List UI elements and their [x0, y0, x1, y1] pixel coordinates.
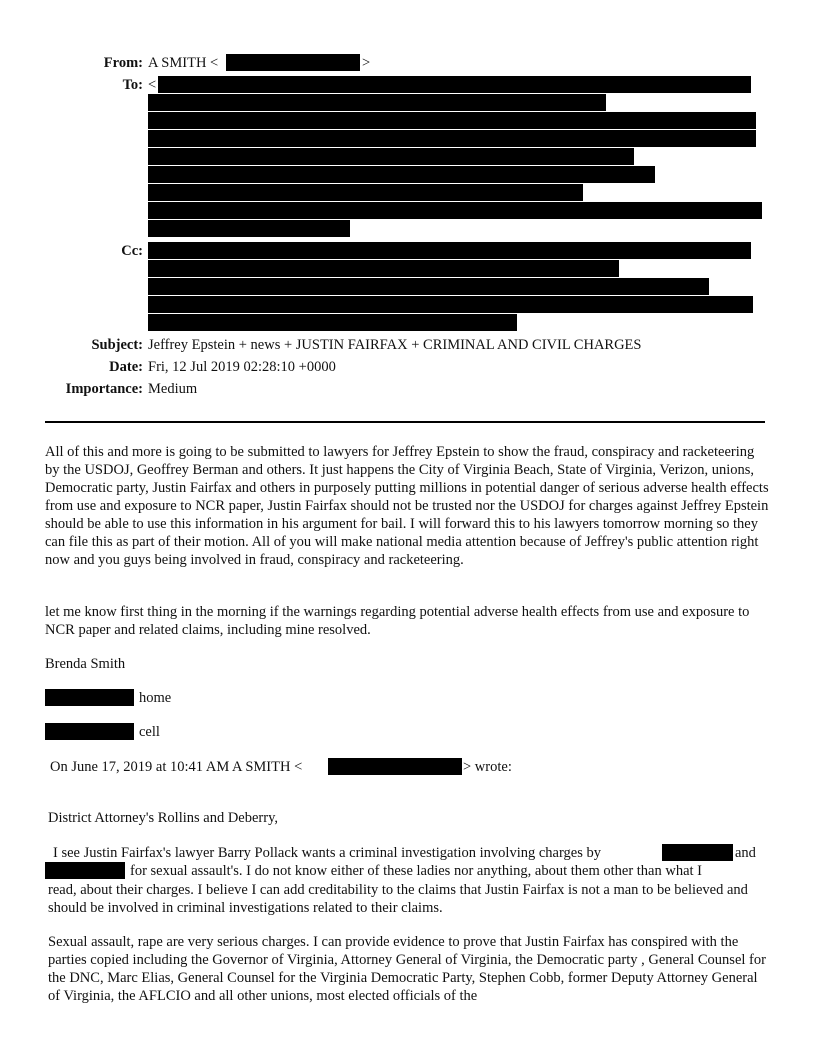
quote-intro: On June 17, 2019 at 10:41 AM A SMITH <	[50, 759, 303, 775]
redacted-cc-line-4	[148, 296, 753, 313]
redacted-from-email	[226, 54, 360, 71]
from-label: From:	[103, 55, 143, 71]
header-divider	[45, 421, 765, 423]
redacted-to-line-1	[158, 76, 751, 93]
redacted-to-line-5	[148, 148, 634, 165]
redacted-to-line-8	[148, 202, 762, 219]
paragraph-3-line-1: I see Justin Fairfax's lawyer Barry Pollack wants a criminal investigation involving charges by	[53, 845, 601, 861]
to-label: To:	[122, 77, 143, 93]
greeting: District Attorney's Rollins and Deberry,	[48, 810, 279, 826]
redacted-cell-phone	[45, 723, 134, 740]
signature-name: Brenda Smith	[45, 656, 126, 672]
body-paragraph-4: Sexual assault, rape are very serious charges. I can provide evidence to prove that Justin Fairfax has conspired with the parties copied including the Governor of Virginia, Attorney General of Virginia, the Democratic party , General Counsel for the DNC, Marc Elias, General Counsel for the Virginia Democratic Party, Stephen Cobb, former Deputy Attorney General of Virginia, the AFLCIO and all other unions, most elected officials of the	[48, 934, 766, 1004]
redacted-cc-line-2	[148, 260, 619, 277]
redacted-name-2	[45, 862, 125, 879]
redacted-to-line-9	[148, 220, 350, 237]
redacted-cc-line-1	[148, 242, 751, 259]
redacted-to-line-4	[148, 130, 756, 147]
cell-phone-label: cell	[139, 724, 160, 740]
body-paragraph-1: All of this and more is going to be submitted to lawyers for Jeffrey Epstein to show the fraud, conspiracy and racketeering by the USDOJ, Geoffrey Berman and others. It just happens the City of Virginia Beach, State of Virginia, Verizon, unions, Democratic party, Justin Fairfax and others in purposely putting millions in potential danger of serious adverse health effects from use and exposure to NCR paper, Justin Fairfax should not be trusted nor the USDOJ for charges against Jeffrey Epstein should be able to use this information in his argument for bail. I will forward this to his lawyers tomorrow morning so they can file this as part of their motion. All of you will make national media attention because of Jeffrey's public attention right now and you guys being involved in fraud, conspiracy and racketeering.	[45, 444, 769, 568]
quote-intro-wrote: > wrote:	[463, 759, 512, 775]
paragraph-3-rest: read, about their charges. I believe I can add creditability to the claims that Justin Fairfax is not a man to be believed and should be involved in criminal investigations related to their claims.	[48, 882, 748, 916]
importance-value: Medium	[148, 381, 198, 397]
redacted-to-line-3	[148, 112, 756, 129]
redacted-home-phone	[45, 689, 134, 706]
subject-value: Jeffrey Epstein + news + JUSTIN FAIRFAX + CRIMINAL AND CIVIL CHARGES	[148, 337, 642, 353]
importance-label: Importance:	[65, 381, 143, 397]
body-paragraph-2: let me know first thing in the morning if the warnings regarding potential adverse health effects from use and exposure to NCR paper and related claims, including mine resolved.	[45, 604, 750, 638]
subject-label: Subject:	[91, 337, 143, 353]
redacted-cc-line-3	[148, 278, 709, 295]
paragraph-3-line-2: for sexual assault's. I do not know either of these ladies nor anything, about them other than what I	[130, 863, 702, 879]
date-label: Date:	[109, 359, 143, 375]
redacted-to-line-2	[148, 94, 606, 111]
date-value: Fri, 12 Jul 2019 02:28:10 +0000	[148, 359, 336, 375]
paragraph-3-line-1-end: and	[735, 845, 756, 861]
from-name: A SMITH <	[148, 55, 219, 71]
cc-label: Cc:	[121, 243, 143, 259]
home-phone-label: home	[139, 690, 172, 706]
redacted-name-1	[662, 844, 733, 861]
redacted-to-line-7	[148, 184, 583, 201]
to-open: <	[148, 77, 157, 93]
from-close: >	[362, 55, 371, 71]
redacted-cc-line-5	[148, 314, 517, 331]
redacted-to-line-6	[148, 166, 655, 183]
redacted-quote-email	[328, 758, 462, 775]
